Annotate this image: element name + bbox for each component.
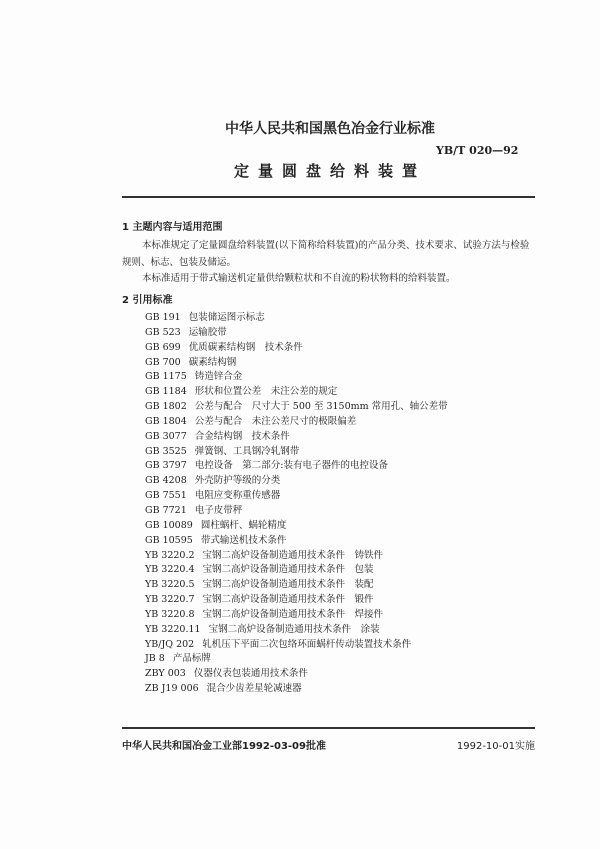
reference-code: ZB J19 006 [145, 683, 199, 695]
reference-title: 弹簧钢、工具钢冷轧钢带 [194, 445, 300, 457]
section-2-heading: 2 引用标准 [122, 295, 173, 306]
reference-item [145, 326, 448, 341]
reference-item [145, 593, 448, 608]
document-number: YB/T 020—92 [436, 144, 519, 157]
reference-code: YB 3220.7 [145, 594, 195, 606]
reference-title: 宝钢二高炉设备制造通用技术条件 锻件 [202, 594, 374, 606]
reference-item [145, 504, 448, 519]
reference-code: GB 10595 [145, 534, 193, 546]
reference-item [145, 652, 448, 667]
reference-item [145, 400, 448, 415]
reference-title: 优质碳素结构钢 技术条件 [188, 341, 303, 353]
reference-title: 公差与配合 尺寸大于 500 至 3150mm 常用孔、轴公差带 [194, 401, 448, 413]
reference-title: 仪器仪表包装通用技术条件 [193, 668, 308, 680]
reference-title: 运输胶带 [188, 326, 227, 338]
reference-item [145, 638, 448, 653]
reference-title: 混合少齿差星轮减速器 [206, 683, 302, 695]
reference-title: 轧机压下平面二次包络环面蜗杆传动装置技术条件 [202, 638, 412, 650]
reference-code: GB 3525 [145, 445, 187, 457]
reference-code: GB 1802 [145, 401, 187, 413]
reference-item [145, 341, 448, 356]
reference-item [145, 311, 448, 326]
reference-title: 电子皮带秤 [194, 504, 243, 516]
reference-title: 带式输送机技术条件 [200, 534, 287, 546]
reference-title: 电控设备 第二部分:装有电子器件的电控设备 [194, 460, 388, 472]
reference-code: GB 700 [145, 356, 181, 368]
reference-item [145, 489, 448, 504]
reference-item [145, 563, 448, 578]
reference-code: YB 3220.5 [145, 579, 195, 591]
header-rule [122, 196, 535, 198]
footer-rule [122, 727, 535, 729]
reference-code: GB 4208 [145, 475, 187, 487]
reference-title: 公差与配合 未注公差尺寸的极限偏差 [194, 415, 357, 427]
reference-item [145, 385, 448, 400]
reference-code: YB/JQ 202 [145, 638, 195, 650]
reference-code: GB 523 [145, 326, 181, 338]
reference-code: YB 3220.11 [145, 623, 201, 635]
reference-item [145, 474, 448, 489]
issuing-organization: 中华人民共和国黑色冶金行业标准 [225, 121, 435, 137]
reference-title: 外壳防护等级的分类 [194, 475, 281, 487]
reference-item [145, 415, 448, 430]
reference-title: 产品标牌 [172, 653, 211, 665]
reference-code: GB 3797 [145, 460, 187, 472]
reference-title: 形状和位置公差 未注公差的规定 [194, 386, 338, 398]
reference-code: ZBY 003 [145, 668, 186, 680]
section-1-paragraph: 本标准规定了定量圆盘给料装置(以下简称给料装置)的产品分类、技术要求、试验方法与检验规则、标志、包装及储运。 [122, 240, 530, 268]
reference-item [145, 623, 448, 638]
effective-date: 1992-10-01实施 [456, 741, 535, 752]
reference-title: 宝钢二高炉设备制造通用技术条件 涂装 [208, 623, 380, 635]
reference-item [145, 667, 448, 682]
reference-item [145, 578, 448, 593]
reference-title: 包装储运图示标志 [188, 312, 265, 323]
reference-item [145, 430, 448, 445]
reference-title: 宝钢二高炉设备制造通用技术条件 焊接件 [202, 608, 384, 620]
reference-item [145, 356, 448, 371]
reference-code: GB 191 [145, 312, 181, 323]
reference-title: 铸造锌合金 [194, 371, 243, 383]
reference-title: 碳素结构钢 [188, 356, 237, 368]
reference-code: YB 3220.2 [145, 549, 195, 561]
reference-code: GB 7551 [145, 490, 187, 502]
reference-title: 宝钢二高炉设备制造通用技术条件 包装 [202, 564, 374, 576]
reference-code: JB 8 [145, 653, 165, 665]
section-1-heading: 1 主题内容与适用范围 [122, 222, 223, 233]
reference-item [145, 445, 448, 460]
reference-code: GB 1804 [145, 415, 187, 427]
reference-list [145, 311, 448, 697]
reference-code: GB 7721 [145, 504, 187, 516]
reference-code: GB 10089 [145, 519, 193, 531]
reference-code: GB 3077 [145, 430, 187, 442]
reference-code: GB 699 [145, 341, 181, 353]
reference-title: 圆柱蜗杆、蜗轮精度 [200, 519, 287, 531]
reference-title: 宝钢二高炉设备制造通用技术条件 铸铁件 [202, 549, 384, 561]
reference-item [145, 608, 448, 623]
section-1-paragraph: 本标准适用于带式输送机定量供给颗粒状和不自流的粉状物料的给料装置。 [142, 273, 456, 284]
reference-code: GB 1184 [145, 386, 187, 398]
reference-title: 电阻应变称重传感器 [194, 490, 281, 502]
document-title: 定量圆盘给料装置 [233, 162, 426, 180]
reference-code: YB 3220.8 [145, 608, 195, 620]
reference-code: YB 3220.4 [145, 564, 195, 576]
reference-title: 宝钢二高炉设备制造通用技术条件 装配 [202, 579, 374, 591]
reference-item [145, 549, 448, 564]
reference-item [145, 682, 448, 697]
approval-date: 中华人民共和国冶金工业部1992-03-09批准 [122, 741, 326, 752]
reference-item [145, 370, 448, 385]
reference-title: 合金结构钢 技术条件 [194, 430, 290, 442]
reference-item [145, 519, 448, 534]
reference-item [145, 459, 448, 474]
reference-item [145, 534, 448, 549]
reference-code: GB 1175 [145, 371, 187, 383]
